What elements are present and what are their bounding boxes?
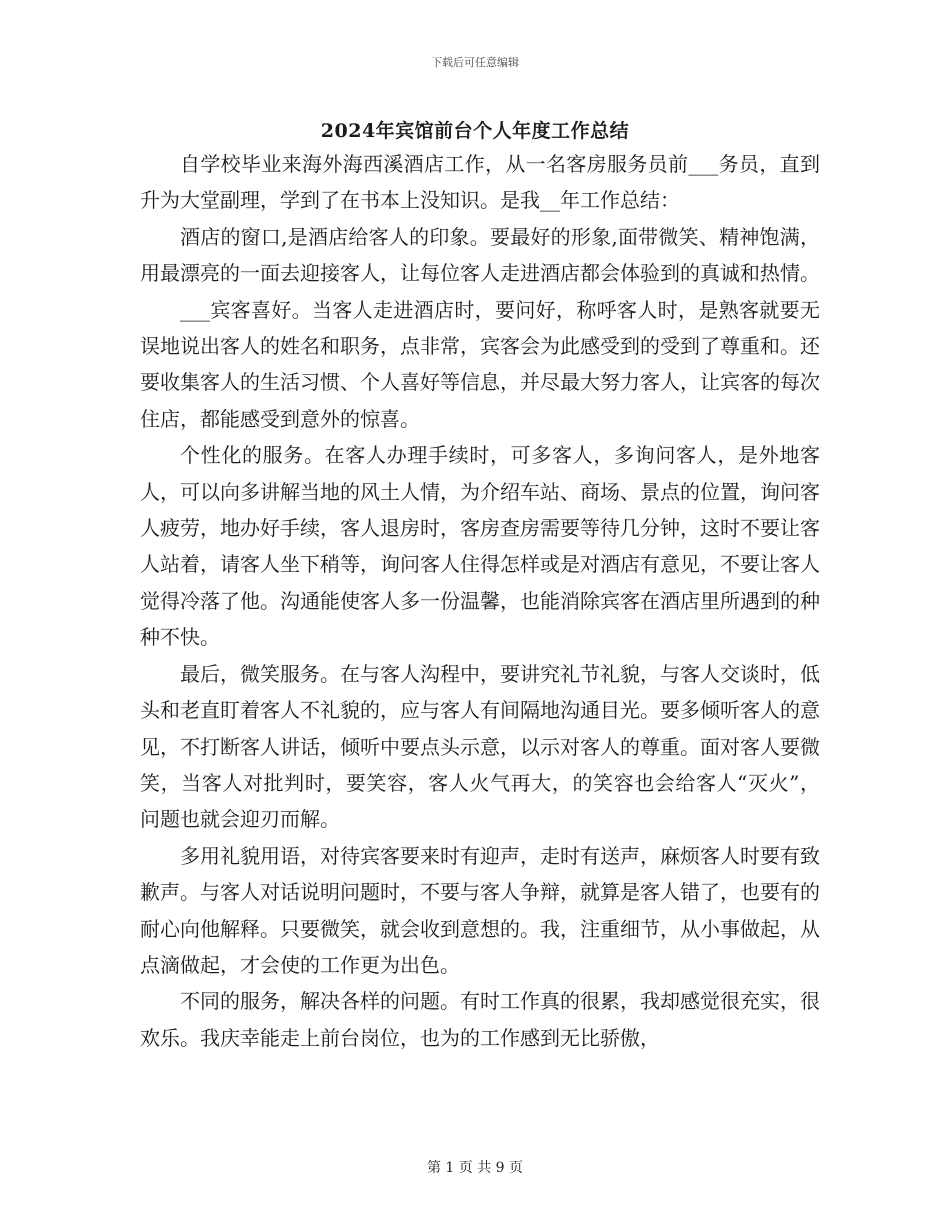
paragraph: ___宾客喜好。当客人走进酒店时，要问好，称呼客人时，是熟客就要无误地说出客人的姓名和职务，点非常，宾客会为此感受到的受到了尊重和。还要收集客人的生活习惯、个人喜好等信息，并尽最大努力客人，让宾客的每次住店，都能感受到意外的惊喜。 [140, 297, 820, 431]
paragraph: 多用礼貌用语，对待宾客要来时有迎声，走时有送声，麻烦客人时要有致歉声。与客人对话说明问题时，不要与客人争辩，就算是客人错了，也要有的耐心向他解释。只要微笑，就会收到意想的。我，注重细节，从小事做起，从点滴做起，才会使的工作更为出色。 [140, 843, 820, 977]
paragraph: 酒店的窗口,是酒店给客人的印象。要最好的形象,面带微笑、精神饱满，用最漂亮的一面去迎接客人，让每位客人走进酒店都会体验到的真诚和热情。 [140, 224, 820, 286]
paragraph: 自学校毕业来海外海西溪酒店工作，从一名客房服务员前___务员，直到升为大堂副理，学到了在书本上没知识。是我__年工作总结： [140, 152, 820, 213]
page-number: 第 1 页 共 9 页 [426, 1160, 524, 1176]
paragraph: 不同的服务，解决各样的问题。有时工作真的很累，我却感觉很充实，很欢乐。我庆幸能走上前台岗位，也为的工作感到无比骄傲， [140, 989, 820, 1050]
header-note: 下载后可任意编辑 [431, 56, 519, 69]
paragraph: 个性化的服务。在客人办理手续时，可多客人，多询问客人，是外地客人，可以向多讲解当地的风土人情，为介绍车站、商场、景点的位置，询问客人疲劳，地办好手续，客人退房时，客房查房需要等待几分钟，这时不要让客人站着，请客人坐下稍等，询问客人住得怎样或是对酒店有意见，不要让客人觉得冷落了他。沟通能使客人多一份温馨，也能消除宾客在酒店里所遇到的种种不快。 [140, 443, 820, 650]
document-body [140, 146, 820, 1056]
document-title: 2024年宾馆前台个人年度工作总结 [320, 120, 630, 142]
paragraph: 最后，微笑服务。在与客人沟程中，要讲究礼节礼貌，与客人交谈时，低头和老直盯着客人不礼貌的，应与客人有间隔地沟通目光。要多倾听客人的意见，不打断客人讲话，倾听中要点头示意，以示对客人的尊重。面对客人要微笑，当客人对批判时，要笑容，客人火气再大，的笑容也会给客人“灭火”，问题也就会迎刃而解。 [140, 661, 820, 832]
